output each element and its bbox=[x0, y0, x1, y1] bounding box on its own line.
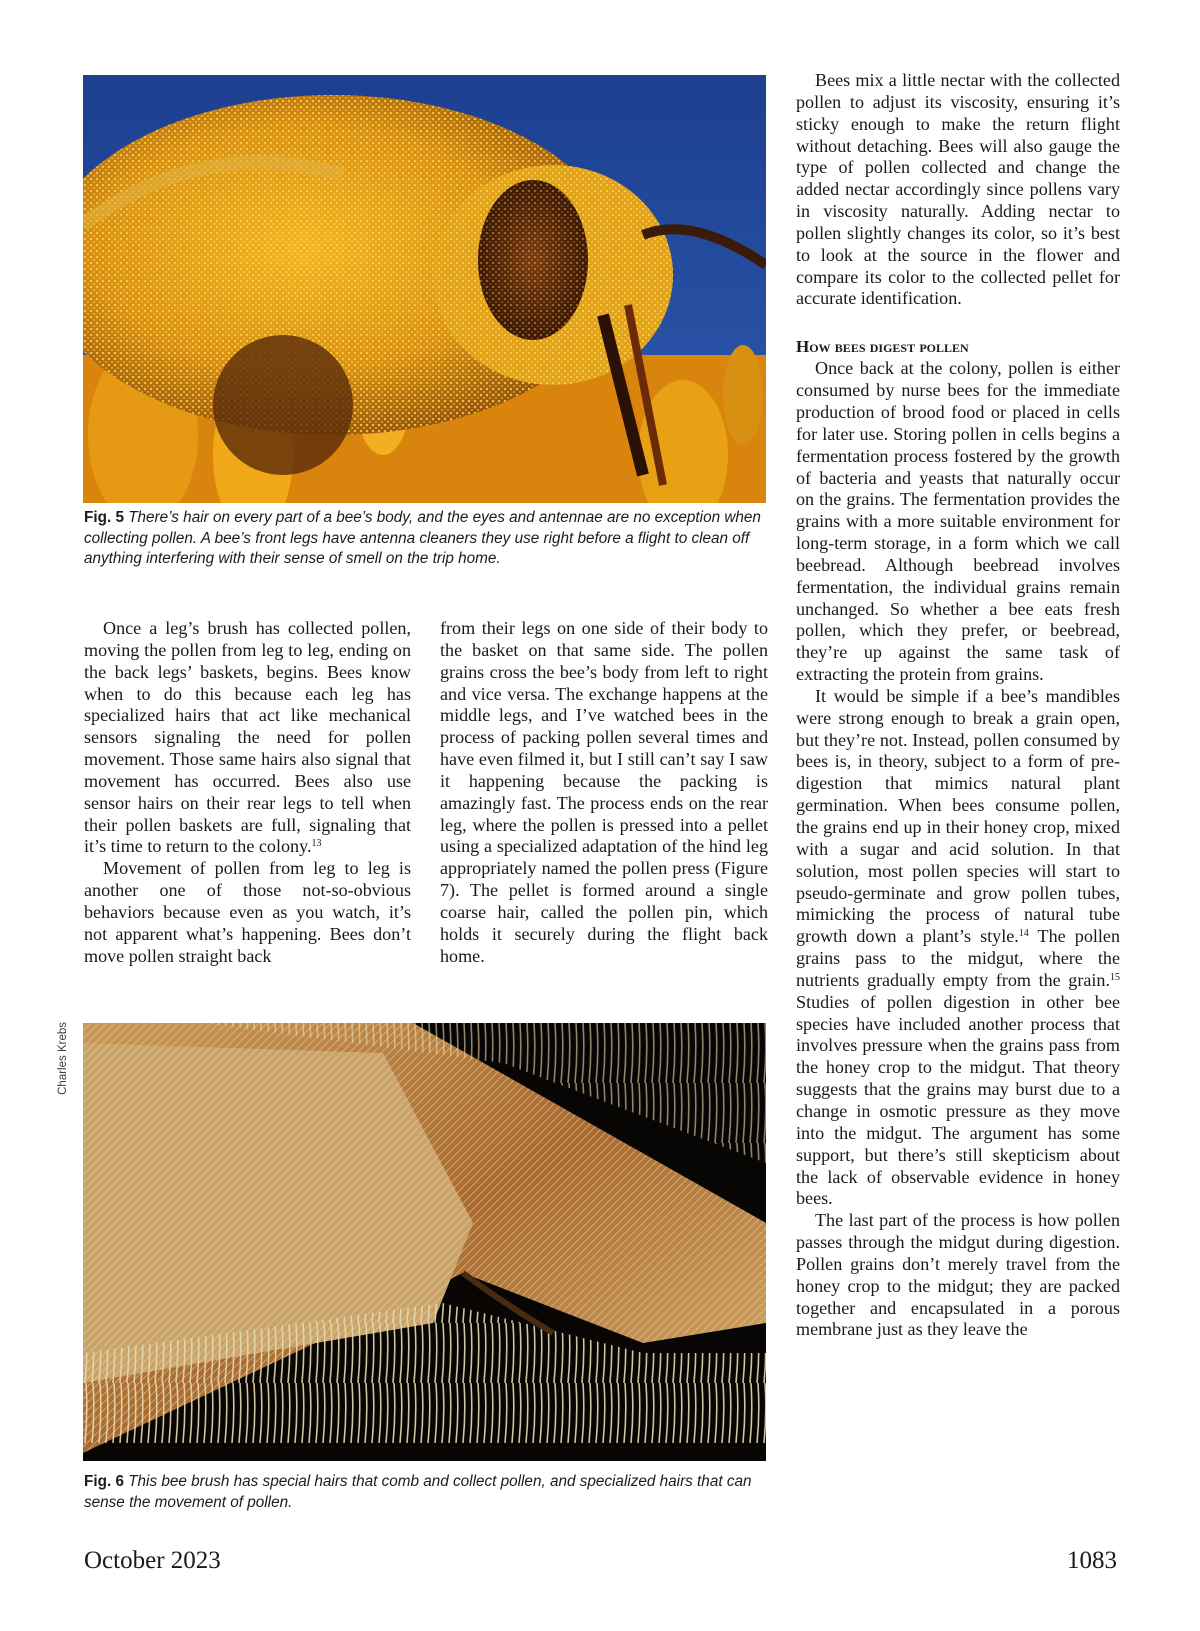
column-a-paragraph-1 bbox=[84, 618, 411, 858]
fig5-photo bbox=[83, 75, 766, 503]
photo-credit-text: Charles Krebs bbox=[57, 1022, 69, 1095]
footnote-ref: 13 bbox=[311, 838, 322, 850]
column-c bbox=[796, 70, 1120, 1341]
column-a bbox=[84, 618, 411, 968]
footnote-ref: 15 bbox=[1110, 971, 1120, 983]
column-c-paragraph-3-text-c: Studies of pollen digestion in other bee species have included another process that involves pressure when the grains pass from the honey crop to the midgut. That theory suggests that the grains may burst due to a change in osmotic pressure as they move into the midgut. The argument has some support, but there’s still skepticism about the lack of observable evidence in honey bees. bbox=[796, 991, 1120, 1209]
section-heading: How bees digest pollen bbox=[796, 337, 969, 357]
column-c-paragraph-2: Once back at the colony, pollen is either consumed by nurse bees for the immediate production of brood food or placed in cells for later use. Storing pollen in cells begins a fermentation process fostered by the growth of bacteria and yeasts that naturally occur on the grains. The fermentation provides the grains with a more suitable environment for long-term storage, in a form which we call beebread. Although beebread involves fermentation, the individual grains remain unchanged. So whether a bee eats fresh pollen, which they prefer, or beebread, they’re up against the same task of extracting the protein from grains. bbox=[796, 358, 1120, 685]
fig6-label: Fig. 6 bbox=[84, 1473, 124, 1490]
column-c-paragraph-3-text-b: The pollen grains pass to the midgut, where the nutrients gradually empty from the grain. bbox=[796, 926, 1120, 990]
photo-credit bbox=[53, 1022, 69, 1132]
column-b bbox=[440, 618, 768, 968]
fig6-caption bbox=[84, 1472, 768, 1513]
column-c-paragraph-3 bbox=[796, 686, 1120, 1210]
fig5-caption bbox=[84, 508, 768, 570]
fig5-label: Fig. 5 bbox=[84, 509, 124, 526]
fig6-photo bbox=[83, 1023, 766, 1461]
column-c-paragraph-1: Bees mix a little nectar with the collected pollen to adjust its viscosity, ensuring it’s sticky enough to make the return flight without detaching. Bees will also gauge the type of pollen collected and change the added nectar accordingly since pollens vary in viscosity naturally. Adding nectar to pollen slightly changes its color, so it’s best to look at the source in the flower and compare its color to the collected pellet for accurate identification. bbox=[796, 70, 1120, 309]
column-c-paragraph-3-text-a: It would be simple if a bee’s mandibles were strong enough to break a grain open, but they’re not. Instead, pollen consumed by bees is, in theory, subject to a form of pre-digestion that mimics natural plant germination. When bees consume pollen, the grains end up in their honey crop, mixed with a sugar and acid solution. In that solution, most pollen species will start to pseudo-germinate and grow pollen tubes, mimicking the process of natural tube growth down a plant’s style. bbox=[796, 685, 1120, 947]
footnote-ref: 14 bbox=[1018, 928, 1029, 940]
column-a-paragraph-1-text: Once a leg’s brush has collected pollen, moving the pollen from leg to leg, ending on the back legs’ baskets, begins. Bees know when to do this because each leg has specialized hairs that act like mechanical sensors signaling the need for pollen movement. Those same hairs also signal that movement has occurred. Bees also use sensor hairs on their rear legs to tell when their pollen baskets are full, signaling that it’s time to return to the colony. bbox=[84, 618, 411, 857]
fig6-caption-text: This bee brush has special hairs that comb and collect pollen, and specialized hairs that can sense the movement of pollen. bbox=[84, 1473, 752, 1511]
page-number: 1083 bbox=[1067, 1547, 1117, 1574]
issue-date: October 2023 bbox=[84, 1547, 221, 1574]
fig5-caption-text: There’s hair on every part of a bee’s body, and the eyes and antennae are no exception when collecting pollen. A bee’s front legs have antenna cleaners they use right before a flight to clean off anything interfering with their sense of smell on the trip home. bbox=[84, 509, 761, 567]
column-a-paragraph-2: Movement of pollen from leg to leg is another one of those not-so-obvious behaviors because even as you watch, it’s not apparent what’s happening. Bees don’t move pollen straight back bbox=[84, 858, 411, 966]
column-b-paragraph-1: from their legs on one side of their body to the basket on that same side. The pollen grains cross the bee’s body from left to right and vice versa. The exchange happens at the middle legs, and I’ve watched bees in the process of packing pollen several times and have even filmed it, but I still can’t say I saw it happening because the packing is amazingly fast. The process ends on the rear leg, where the pollen is pressed into a pellet using a specialized adaptation of the hind leg appropriately named the pollen press (Figure 7). The pellet is formed around a single coarse hair, called the pollen pin, which holds it securely during the flight back home. bbox=[440, 618, 768, 966]
column-c-paragraph-4: The last part of the process is how pollen passes through the midgut during digestion. Pollen grains don’t merely travel from the honey crop to the midgut; they are packed together and encapsulated in a porous membrane just as they leave the bbox=[796, 1210, 1120, 1340]
